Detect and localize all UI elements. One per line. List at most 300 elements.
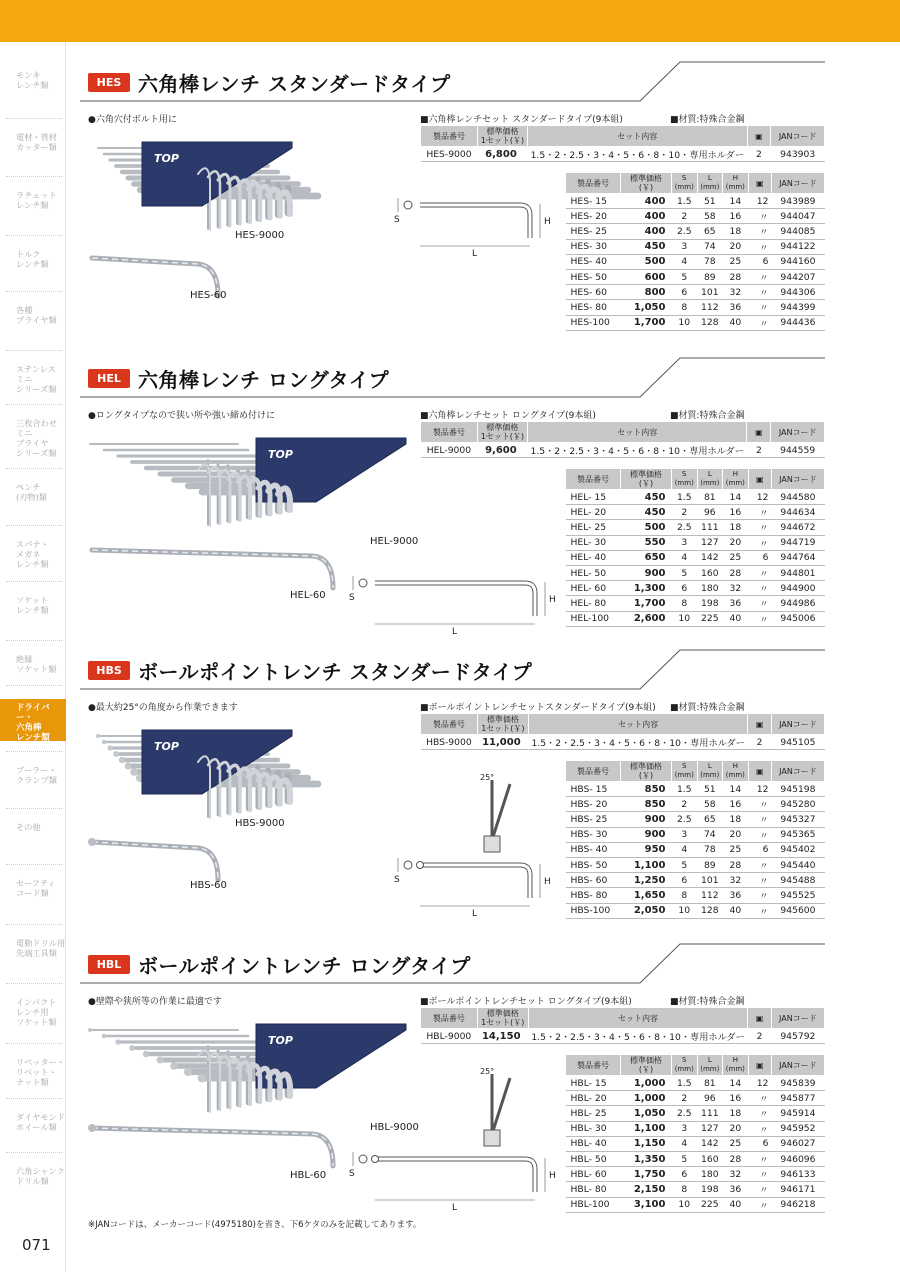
product-l: 96 — [697, 505, 723, 520]
product-code: HBS- 30 — [566, 827, 621, 842]
product-code: HBS- 50 — [566, 857, 621, 872]
product-h: 18 — [723, 224, 749, 239]
dimension-diagram — [390, 850, 575, 940]
product-code: HEL- 60 — [566, 581, 621, 596]
product-s: 2 — [671, 1091, 697, 1106]
product-s: 2 — [671, 797, 697, 812]
product-q: 〃 — [748, 1151, 771, 1166]
col-code: 製品番号 — [421, 1008, 478, 1029]
col-jan: JANコード — [771, 126, 825, 147]
product-h: 40 — [723, 611, 749, 626]
sidebar-item[interactable]: リベッター・ リベット・ ナット類 — [16, 1057, 65, 1087]
sidebar-divider — [6, 808, 62, 809]
product-code: HEL- 25 — [566, 520, 621, 535]
product-l: 112 — [697, 888, 723, 903]
sidebar-item[interactable]: プーラー・ クランプ類 — [16, 765, 57, 785]
product-s: 2.5 — [671, 520, 697, 535]
product-h: 20 — [723, 827, 749, 842]
sidebar-item[interactable]: その他 — [16, 822, 41, 832]
sidebar-item[interactable]: ステンレス ミニ シリーズ類 — [16, 364, 57, 394]
product-code: HBS- 15 — [566, 782, 621, 797]
product-row — [566, 490, 825, 505]
product-s: 5 — [671, 565, 697, 580]
col-s: S (mm) — [671, 173, 697, 194]
product-row — [566, 209, 825, 224]
dim-l-label: L — [452, 627, 458, 637]
set-caption: ■ボールポイントレンチセット ロングタイプ(9本組) — [420, 997, 632, 1007]
product-price: 650 — [621, 550, 672, 565]
product-price: 1,300 — [621, 581, 672, 596]
product-row — [566, 194, 825, 209]
product-jan: 945198 — [771, 782, 824, 797]
section-title: 六角棒レンチ スタンダードタイプ — [138, 72, 451, 96]
product-code: HES- 60 — [566, 285, 621, 300]
product-l: 160 — [697, 565, 723, 580]
product-h: 32 — [723, 873, 749, 888]
product-code: HBL- 30 — [566, 1121, 621, 1136]
product-row — [566, 1167, 825, 1182]
sidebar-item[interactable]: ペンチ (刃物)類 — [16, 482, 47, 502]
product-l: 78 — [697, 254, 723, 269]
holder-logo: TOP — [268, 1034, 293, 1047]
product-q: 〃 — [748, 1197, 771, 1212]
product-row — [566, 827, 825, 842]
product-row — [566, 857, 825, 872]
package-icon: ▣ — [748, 173, 771, 194]
product-s: 6 — [671, 581, 697, 596]
product-price: 900 — [621, 565, 672, 580]
product-q: 〃 — [748, 797, 771, 812]
sidebar-divider — [6, 291, 62, 292]
product-s: 10 — [671, 1197, 697, 1212]
sidebar-item[interactable]: モンキ レンチ類 — [16, 70, 49, 90]
product-jan: 945280 — [771, 797, 824, 812]
holder-logo: TOP — [154, 152, 179, 165]
sidebar-divider — [6, 176, 62, 177]
set-price: 9,600 — [477, 443, 527, 458]
set-table — [420, 125, 825, 162]
product-q: 〃 — [748, 1167, 771, 1182]
product-jan: 944634 — [771, 505, 824, 520]
sidebar-item[interactable]: ダイヤモンド ホイール類 — [16, 1112, 65, 1132]
material-caption: ■材質:特殊合金鋼 — [670, 115, 745, 125]
product-h: 36 — [723, 888, 749, 903]
dim-s-label: S — [349, 1169, 355, 1179]
product-price: 2,600 — [621, 611, 672, 626]
product-q: 〃 — [748, 285, 771, 300]
series-badge: HEL — [88, 369, 130, 388]
product-code: HBL- 25 — [566, 1106, 621, 1121]
col-price_unit: 標準価格 (￥) — [621, 469, 672, 490]
product-h: 18 — [723, 520, 749, 535]
product-jan: 944160 — [771, 254, 824, 269]
col-s: S (mm) — [671, 469, 697, 490]
set-qty: 2 — [747, 147, 771, 162]
product-q: 6 — [748, 842, 771, 857]
product-section — [80, 62, 825, 352]
section-header — [80, 62, 825, 102]
sidebar-divider — [6, 983, 62, 984]
set-jan: 945105 — [771, 735, 824, 750]
product-l: 51 — [697, 782, 723, 797]
product-l: 81 — [697, 490, 723, 505]
set-contents: 1.5・2・2.5・3・4・5・6・8・10・専用ホルダー — [528, 1029, 747, 1044]
product-code: HES- 40 — [566, 254, 621, 269]
set-contents: 1.5・2・2.5・3・4・5・6・8・10・専用ホルダー — [528, 735, 747, 750]
product-q: 12 — [748, 194, 771, 209]
col-s: S (mm) — [671, 1055, 697, 1076]
sidebar-divider — [6, 404, 62, 405]
product-s: 5 — [671, 1151, 697, 1166]
product-jan: 946218 — [771, 1197, 824, 1212]
set-price: 11,000 — [477, 735, 528, 750]
product-code: HBL- 40 — [566, 1136, 621, 1151]
set-code: HBS-9000 — [421, 735, 478, 750]
product-q: 〃 — [748, 300, 771, 315]
product-h: 32 — [723, 1167, 749, 1182]
product-price: 1,000 — [621, 1091, 672, 1106]
product-jan: 944764 — [771, 550, 824, 565]
product-l: 74 — [697, 239, 723, 254]
product-jan: 944122 — [771, 239, 824, 254]
sidebar-item[interactable]: 三枚合わせ ミニ プライヤ シリーズ類 — [16, 418, 57, 458]
sidebar-item[interactable]: インパクト レンチ用 ソケット類 — [16, 997, 57, 1027]
product-table-header — [566, 173, 825, 194]
product-code: HEL- 80 — [566, 596, 621, 611]
dim-h-label: H — [549, 1171, 556, 1181]
product-h: 14 — [723, 1076, 749, 1091]
product-q: 6 — [748, 1136, 771, 1151]
angle-label: 25° — [480, 1067, 495, 1076]
product-h: 32 — [723, 581, 749, 596]
product-s: 10 — [671, 903, 697, 918]
product-h: 28 — [723, 565, 749, 580]
product-row — [566, 842, 825, 857]
product-h: 16 — [723, 797, 749, 812]
set-caption: ■ボールポイントレンチセットスタンダードタイプ(9本組) — [420, 703, 656, 713]
product-q: 〃 — [748, 1182, 771, 1197]
product-s: 10 — [671, 611, 697, 626]
product-table-header — [566, 1055, 825, 1076]
product-jan: 944306 — [771, 285, 824, 300]
product-price: 450 — [621, 505, 672, 520]
col-price_unit: 標準価格 (￥) — [621, 761, 672, 782]
product-jan: 945365 — [771, 827, 824, 842]
product-h: 25 — [723, 1136, 749, 1151]
sidebar-item[interactable]: 電動ドリル用 先端工具類 — [16, 938, 66, 958]
set-jan: 944559 — [771, 443, 825, 458]
product-h: 18 — [723, 812, 749, 827]
product-q: 12 — [748, 1076, 771, 1091]
product-code: HES- 25 — [566, 224, 621, 239]
angle-label: 25° — [480, 773, 495, 782]
product-h: 25 — [723, 550, 749, 565]
wrench-set-photo — [88, 722, 298, 832]
product-code: HBL- 20 — [566, 1091, 621, 1106]
col-code: 製品番号 — [421, 126, 478, 147]
product-l: 198 — [697, 1182, 723, 1197]
product-jan: 944900 — [771, 581, 824, 596]
product-code: HEL- 30 — [566, 535, 621, 550]
product-q: 〃 — [748, 827, 771, 842]
holder-logo: TOP — [154, 740, 179, 753]
product-code: HBL- 80 — [566, 1182, 621, 1197]
product-l: 225 — [697, 1197, 723, 1212]
product-l: 101 — [697, 285, 723, 300]
product-q: 〃 — [748, 209, 771, 224]
set-code: HBL-9000 — [421, 1029, 478, 1044]
product-s: 2 — [671, 505, 697, 520]
product-h: 25 — [723, 842, 749, 857]
set-price: 14,150 — [477, 1029, 528, 1044]
col-jan: JANコード — [771, 761, 824, 782]
dim-l-label: L — [472, 249, 478, 259]
series-badge: HBL — [88, 955, 130, 974]
col-l: L (mm) — [697, 173, 723, 194]
set-table — [420, 713, 825, 750]
col-price: 標準価格 1セット(￥) — [477, 1008, 528, 1029]
sidebar-item[interactable]: セーフティ コード類 — [16, 878, 56, 898]
product-row — [566, 254, 825, 269]
product-row — [566, 535, 825, 550]
product-s: 4 — [671, 842, 697, 857]
set-contents: 1.5・2・2.5・3・4・5・6・8・10・専用ホルダー — [528, 147, 747, 162]
section-header — [80, 650, 825, 690]
product-q: 〃 — [748, 1091, 771, 1106]
product-l: 89 — [697, 857, 723, 872]
product-price: 550 — [621, 535, 672, 550]
series-badge: HES — [88, 73, 130, 92]
product-q: 6 — [748, 550, 771, 565]
product-s: 5 — [671, 857, 697, 872]
package-icon: ▣ — [748, 714, 771, 735]
product-jan: 944801 — [771, 565, 824, 580]
product-row — [566, 269, 825, 284]
product-h: 36 — [723, 300, 749, 315]
product-row — [566, 903, 825, 918]
product-h: 36 — [723, 596, 749, 611]
product-code: HEL- 20 — [566, 505, 621, 520]
product-l: 58 — [697, 209, 723, 224]
col-h: H (mm) — [723, 469, 749, 490]
sidebar-item[interactable]: 六角シャンク ドリル類 — [16, 1166, 65, 1186]
set-code: HEL-9000 — [421, 443, 478, 458]
sidebar-item[interactable]: 電材・管材 カッター類 — [16, 132, 57, 152]
product-jan: 944047 — [771, 209, 824, 224]
col-jan: JANコード — [771, 469, 824, 490]
product-jan: 945006 — [771, 611, 824, 626]
product-price: 400 — [621, 224, 672, 239]
sidebar-divider — [6, 1098, 62, 1099]
sidebar-divider — [6, 864, 62, 865]
product-code: HBL-100 — [566, 1197, 621, 1212]
product-jan: 944672 — [771, 520, 824, 535]
product-s: 1.5 — [671, 490, 697, 505]
sidebar-item[interactable]: トルク レンチ類 — [16, 249, 49, 269]
product-row — [566, 505, 825, 520]
product-jan: 945952 — [771, 1121, 824, 1136]
product-q: 〃 — [748, 857, 771, 872]
page-number: 071 — [22, 1236, 51, 1254]
product-table — [565, 1054, 825, 1213]
col-s: S (mm) — [671, 761, 697, 782]
product-price: 1,050 — [621, 300, 672, 315]
col-contents: セット内容 — [528, 422, 747, 443]
product-price: 1,000 — [621, 1076, 672, 1091]
product-row — [566, 1121, 825, 1136]
product-jan: 945440 — [771, 857, 824, 872]
product-code: HEL- 40 — [566, 550, 621, 565]
product-row — [566, 520, 825, 535]
product-price: 400 — [621, 209, 672, 224]
product-section — [80, 358, 825, 648]
sidebar-divider — [6, 685, 62, 686]
product-s: 8 — [671, 888, 697, 903]
product-q: 〃 — [748, 611, 771, 626]
dim-h-label: H — [549, 595, 556, 605]
dim-h-label: H — [544, 877, 551, 887]
footnote: ※JANコードは、メーカーコード(4975180)を省き、下6ケタのみを記載してあります。 — [88, 1220, 422, 1230]
package-icon: ▣ — [748, 761, 771, 782]
product-code: HBL- 50 — [566, 1151, 621, 1166]
product-price: 500 — [621, 254, 672, 269]
dim-s-label: S — [349, 593, 355, 603]
sidebar-divider — [6, 350, 62, 351]
product-row — [566, 581, 825, 596]
product-jan: 945914 — [771, 1106, 824, 1121]
sidebar-item[interactable]: 各種 プライヤ類 — [16, 305, 57, 325]
col-jan: JANコード — [771, 1055, 824, 1076]
product-h: 16 — [723, 505, 749, 520]
set-caption: ■六角棒レンチセット スタンダードタイプ(9本組) — [420, 115, 623, 125]
product-jan: 945327 — [771, 812, 824, 827]
product-q: 〃 — [748, 581, 771, 596]
ball-angle-diagram — [474, 770, 524, 855]
sidebar-item[interactable]: ソケット レンチ類 — [16, 595, 49, 615]
product-l: 225 — [697, 611, 723, 626]
product-l: 127 — [697, 535, 723, 550]
product-row — [566, 1197, 825, 1212]
package-icon: ▣ — [748, 1008, 771, 1029]
product-row — [566, 1076, 825, 1091]
product-q: 〃 — [748, 315, 771, 330]
product-price: 450 — [621, 490, 672, 505]
product-code: HEL-100 — [566, 611, 621, 626]
product-row — [566, 565, 825, 580]
product-l: 65 — [697, 224, 723, 239]
product-price: 2,050 — [621, 903, 672, 918]
product-q: 〃 — [748, 565, 771, 580]
wrench-set-photo — [88, 430, 298, 540]
product-s: 3 — [671, 1121, 697, 1136]
product-l: 101 — [697, 873, 723, 888]
product-s: 4 — [671, 550, 697, 565]
single-wrench-photo — [88, 538, 348, 598]
product-price: 1,350 — [621, 1151, 672, 1166]
product-h: 28 — [723, 857, 749, 872]
product-row — [566, 1136, 825, 1151]
set-jan: 945792 — [771, 1029, 824, 1044]
product-h: 14 — [723, 782, 749, 797]
product-jan: 946027 — [771, 1136, 824, 1151]
product-jan: 945839 — [771, 1076, 824, 1091]
material-caption: ■材質:特殊合金鋼 — [670, 411, 745, 421]
sidebar-divider — [6, 1152, 62, 1153]
product-q: 〃 — [748, 269, 771, 284]
product-s: 5 — [671, 269, 697, 284]
product-q: 〃 — [748, 520, 771, 535]
product-table — [565, 172, 825, 331]
set-table — [420, 421, 825, 458]
col-code: 製品番号 — [566, 1055, 621, 1076]
product-price: 1,700 — [621, 596, 672, 611]
product-l: 127 — [697, 1121, 723, 1136]
product-price: 1,250 — [621, 873, 672, 888]
product-jan: 946133 — [771, 1167, 824, 1182]
wrench-set-photo — [88, 1016, 298, 1126]
col-jan: JANコード — [771, 422, 825, 443]
product-q: 〃 — [748, 239, 771, 254]
sidebar-item[interactable]: スパナ・ メガネ レンチ類 — [16, 539, 49, 569]
sidebar-item[interactable]: ラチェット レンチ類 — [16, 190, 57, 210]
product-row — [566, 315, 825, 330]
set-table-header — [421, 126, 825, 147]
col-contents: セット内容 — [528, 1008, 747, 1029]
product-h: 20 — [723, 535, 749, 550]
set-photo-label: HBL-9000 — [370, 1122, 419, 1133]
product-code: HEL- 50 — [566, 565, 621, 580]
product-l: 74 — [697, 827, 723, 842]
dim-l-label: L — [452, 1203, 458, 1213]
product-h: 20 — [723, 239, 749, 254]
product-s: 4 — [671, 1136, 697, 1151]
product-q: 〃 — [748, 1121, 771, 1136]
product-row — [566, 285, 825, 300]
product-h: 14 — [723, 490, 749, 505]
product-row — [566, 1106, 825, 1121]
set-photo-label: HEL-9000 — [370, 536, 419, 547]
section-title: ボールポイントレンチ スタンダードタイプ — [138, 660, 533, 684]
col-jan: JANコード — [771, 1008, 824, 1029]
product-s: 6 — [671, 1167, 697, 1182]
product-h: 18 — [723, 1106, 749, 1121]
set-qty: 2 — [747, 443, 771, 458]
product-l: 198 — [697, 596, 723, 611]
sidebar-item[interactable]: ドライバー・ 六角棒 レンチ類 — [0, 699, 66, 741]
product-h: 14 — [723, 194, 749, 209]
product-row — [566, 873, 825, 888]
col-price: 標準価格 1セット(￥) — [477, 422, 527, 443]
sidebar-item[interactable]: 絶縁 ソケット類 — [16, 654, 57, 674]
product-l: 96 — [697, 1091, 723, 1106]
product-jan: 945600 — [771, 903, 824, 918]
product-h: 25 — [723, 254, 749, 269]
product-code: HES- 50 — [566, 269, 621, 284]
product-l: 51 — [697, 194, 723, 209]
product-price: 850 — [621, 797, 672, 812]
feature-text: ●壁際や狭所等の作業に最適です — [88, 997, 222, 1007]
product-jan: 946096 — [771, 1151, 824, 1166]
set-photo-label: HBS-9000 — [235, 818, 285, 829]
product-q: 〃 — [748, 596, 771, 611]
product-s: 3 — [671, 535, 697, 550]
product-row — [566, 1091, 825, 1106]
product-code: HEL- 15 — [566, 490, 621, 505]
col-contents: セット内容 — [528, 714, 747, 735]
product-code: HES- 80 — [566, 300, 621, 315]
product-s: 8 — [671, 596, 697, 611]
product-code: HBS- 60 — [566, 873, 621, 888]
